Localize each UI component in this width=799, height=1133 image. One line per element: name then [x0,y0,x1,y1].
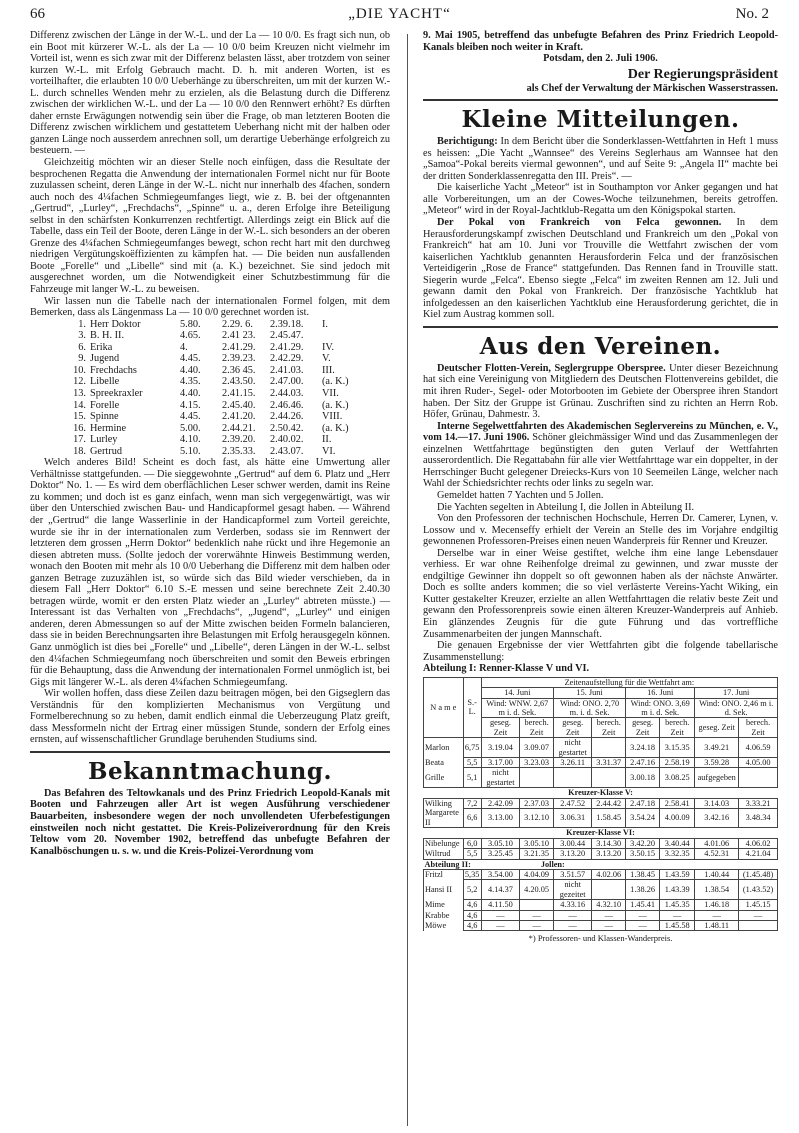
ranking-c: 2.42.29. [270,353,304,365]
table-cell: — [739,910,778,920]
ranking-b: 2.45.40. [222,399,256,411]
table-cell: 3.25.45 [481,849,519,859]
table-cell: 1.46.18 [695,900,739,910]
ranking-b: 2.43.50. [222,376,256,388]
table-cell: aufgegeben [695,768,739,788]
sub-header: geseg. Zeit [554,718,592,738]
table-cell: — [626,920,660,930]
ranking-k: VIII. [322,411,343,423]
ranking-c: 2.39.18. [270,318,304,330]
table-cell: 4.21.04 [739,849,778,859]
table-row [424,900,778,910]
ranking-item [70,446,390,458]
table-cell: 4.02.06 [592,869,626,879]
table-overhead: Zeitenaufstellung für die Wettfahrt am: [481,677,777,687]
ranking-k: (a. K.) [322,399,349,411]
ranking-a: 4.40. [180,364,201,376]
section-rule [423,326,778,328]
ranking-n: 13. [73,387,86,399]
table-section-row [424,828,778,838]
table-row [424,757,778,767]
section-rule [423,99,778,101]
ranking-n: 14. [73,399,86,411]
boat-name-cell: Nibelunge [424,838,464,848]
table-row [424,838,778,848]
table-cell: — [660,910,695,920]
table-cell: 1.38.54 [695,880,739,900]
boat-name-cell: Mime [424,900,464,910]
ranking-n: 18. [73,445,86,457]
table-cell: 3.54.00 [481,869,519,879]
results-body [424,738,778,931]
table-cell: 1.45.35 [660,900,695,910]
ranking-name: Spreekraxler [90,387,143,399]
ranking-n: 1. [78,318,86,330]
table-cell: 7,2 [463,798,481,808]
ranking-n: 15. [73,411,86,423]
pokal-paragraph [423,217,778,321]
table-cell: 4.20.05 [520,880,554,900]
table-cell [739,768,778,788]
table-cell: 3.21.35 [520,849,554,859]
ranking-a: 4.65. [180,330,201,342]
ranking-a: 4.40. [180,387,201,399]
ranking-item [70,342,390,354]
ranking-name: Erika [90,341,113,353]
bekanntmachung-continuation: 9. Mai 1905, betreffend das unbefugte Befahren des Prinz Friedrich Leopold-Kanals bleiben noch weiter in Kraft. [423,30,778,53]
ranking-name: Frechdachs [90,364,137,376]
table-cell [739,920,778,930]
table-cell: 3.31.37 [592,757,626,767]
bekanntmachung-title: Bekanntmachung. [88,757,332,785]
table-cell: 2.58.19 [660,757,695,767]
table-section-row [424,788,778,798]
table-cell: 3.50.15 [626,849,660,859]
table-cell: 1.48.11 [695,920,739,930]
ranking-b: 2.36 45. [222,364,256,376]
ranking-name: B. H. II. [90,330,125,342]
berichtigung-label: Berichtigung: [437,136,498,148]
table-cell: 5,35 [464,869,480,879]
table-cell: 6,75 [463,738,481,758]
day-header: 16. Juni [626,688,695,698]
table-cell: 4.01.06 [695,838,739,848]
ranking-k: V. [322,353,331,365]
table-cell [592,880,626,900]
table-cell: 2.47.52 [554,798,592,808]
akad-paragraph: Die genauen Ergebnisse der vier Wettfahrten gibt die folgende tabellarische Zusammenstellung: [423,640,778,663]
table-cell: 4.05.00 [739,757,778,767]
table-cell: 1.40.44 [695,869,739,879]
table-cell: 4.06.59 [739,738,778,758]
ranking-name: Lurley [90,434,118,446]
ranking-name: Herr Doktor [90,318,141,330]
table-cell: 1.58.45 [592,808,626,827]
ranking-c: 2.41.29. [270,341,304,353]
table-cell: 3.13.20 [592,849,626,859]
ranking-k: (a. K.) [322,422,349,434]
ranking-k: II. [322,434,332,446]
table-caption: Abteilung I: Renner-Klasse V und VI. [423,663,590,675]
table-cell: 3.59.28 [695,757,739,767]
day-header: 17. Juni [695,688,778,698]
ranking-b: 2.35.33. [222,445,256,457]
ranking-name: Jugend [90,353,120,365]
table-cell: 3.05.10 [520,838,554,848]
sub-header: berech. Zeit [520,718,554,738]
table-cell: 3.48.34 [739,808,778,827]
ranking-name: Hermine [90,422,127,434]
ranking-c: 2.44.26. [270,411,304,423]
table-cell: 3.33.21 [739,798,778,808]
signature-subtitle: als Chef der Verwaltung der Märkischen Wasserstrassen. [526,82,778,94]
ranking-name: Forelle [90,399,120,411]
ranking-b: 2.44.21. [222,422,256,434]
ranking-a: 4.45. [180,411,201,423]
table-cell: 1.45.58 [660,920,695,930]
table-cell: 3.14.30 [592,838,626,848]
akad-paragraph: Von den Professoren der technischen Hochschule, Herren Dr. Camerer, Lynen, v. Lossow und v. Mecenseffy erhielt der Verein an Stelle des im Vorjahre endgiltig gewonnenen Professoren-Preises einen neuen Wanderpreis für Renner und Kreuzer. [423,513,778,548]
article-paragraph: Differenz zwischen der Länge in der W.-L. und der La — 10 0/0. Es fragt sich nun, ob ein Boot mit kürzerer W.-L. als der La — 10 0/0 beim Kreuzen nicht vielmehr im Vorteil ist, wenn es sich zwar mit der Differenz belasten lässt, aber trotzdem von seiner kurzen W.-L. mit Erfolg Gebrauch macht. D. h. mit anderen Worten, ist es vorteilhafter, die erlaubten 10 0/0 Ueberhänge zu überschreiten, um mit der kurzen W.-L. durch schnelles Wenden mehr zu erzielen, als die Belastung durch die Differenz zwischen der wirklichen W.-L. und der La — 10 0/0 den Rennwert erhöht? Es dürften daher ernste Erwägungen notwendig sein über die Frage, ob man letzteren Booten die Differenz zwischen wirklichem und gestattetem Ueberhang nicht mit der halben oder ganzen Länge noch ausserdem anrechnen soll, um derartige Ueberhänge erfolgreich zu besteuern. — [30,30,390,157]
ranking-b: 2.41.29. [222,341,256,353]
table-cell: 2.58.41 [660,798,695,808]
boat-name-cell: Beata [424,757,464,767]
ranking-b: 2.41 23. [222,330,256,342]
table-cell: 5,1 [463,768,481,788]
signature-title: Der Regierungspräsident [627,66,778,82]
sub-header: berech. Zeit [660,718,695,738]
table-row [424,768,778,788]
table-section-row [424,859,778,869]
ranking-c: 2.47.00. [270,376,304,388]
table-cell: 2.37.03 [520,798,554,808]
table-footnote: *) Professoren- und Klassen-Wanderpreis. [528,933,673,944]
table-cell: 3.54.24 [626,808,660,827]
table-cell: 3.05.10 [481,838,519,848]
table-cell: 1.45.15 [739,900,778,910]
aus-den-vereinen-title: Aus den Vereinen. [479,332,722,360]
ranking-k: (a. K.) [322,376,349,388]
column-divider [407,34,408,1126]
ranking-c: 2.41.03. [270,364,304,376]
table-cell: 4,6 [463,900,481,910]
table-cell: 3.13.20 [554,849,592,859]
table-cell: — [695,910,739,920]
table-cell: 4.04.09 [520,869,554,879]
meteor-paragraph: Die kaiserliche Yacht „Meteor“ ist in Southampton vor Anker gegangen und hat alle Vorbereitungen, um an der Cowes-Woche teilzunehmen, bereits getroffen. „Meteor“ wird in der Royal-Jachtklub-Regatta um den Königspokal starten. [423,182,778,217]
table-row [424,880,778,900]
bekanntmachung-date: Potsdam, den 2. Juli 1906. [543,53,658,65]
ranking-c: 2.45.47. [270,330,304,342]
table-row [424,798,778,808]
ranking-c: 2.40.02. [270,434,304,446]
boat-name-cell: Wilking [424,798,464,808]
table-row [424,738,778,758]
table-cell: 2.44.42 [592,798,626,808]
ranking-c: 2.50.42. [270,422,304,434]
table-cell: 4.52.31 [695,849,739,859]
ranking-n: 12. [73,376,86,388]
flotten-label: Deutscher Flotten-Verein, Seglergruppe Oberspree. [437,362,666,374]
sub-header: geseg. Zeit [626,718,660,738]
ranking-k: I. [322,318,329,330]
table-row [424,920,778,930]
akad-paragraph: Gemeldet hatten 7 Yachten und 5 Jollen. [437,489,604,501]
ranking-name: Gertrud [90,445,123,457]
table-cell: — [481,920,519,930]
pokal-label: Der Pokal von Frankreich von Felca gewonnen. [437,217,722,229]
ranking-n: 6. [78,341,86,353]
table-cell: 3.40.44 [660,838,695,848]
ranking-c: 2.44.03. [270,387,304,399]
table-cell: 1.38.45 [626,869,660,879]
ranking-b: 2.39.20. [222,434,256,446]
table-cell: 5,5 [463,849,481,859]
table-cell: 5,2 [463,880,481,900]
table-row [424,869,778,879]
ranking-k: VII. [322,387,339,399]
ranking-b: 2.41.15. [222,387,256,399]
table-cell: 4.11.50 [481,900,519,910]
berichtigung-text: In dem Bericht über die Sonderklassen-Wettfahrten in Heft 1 muss es heissen: „Die Yacht „Wannsee“ des Vereins Seglerhaus am Wannsee hat den „Samoa“-Pokal bereits viermal gewonnen“, und auf Seite 9: „Angela II“ machte bei der dritten Sonderklassenregatta den III. Preis“. — [423,136,778,182]
table-cell: 3.42.20 [626,838,660,848]
table-cell: — [481,910,519,920]
table-cell [554,768,592,788]
ranking-c: 2.43.07. [270,445,304,457]
table-cell: 3.14.03 [695,798,739,808]
table-cell [520,768,554,788]
ranking-item [70,400,390,412]
table-row [424,849,778,859]
table-cell: 6,6 [463,808,481,827]
day-header: 14. Juni [481,688,553,698]
ranking-item [70,388,390,400]
section-rule [30,751,390,753]
table-cell: 3.23.03 [520,757,554,767]
ranking-item [70,376,390,388]
table-cell: 2.47.18 [626,798,660,808]
table-cell: 3.19.04 [481,738,519,758]
ranking-k: IV. [322,341,335,353]
table-cell: 3.51.57 [554,869,592,879]
ranking-k [322,330,362,342]
issue-number: No. 2 [735,6,769,22]
wind-header: Wind: WNW. 2,67 m i. d. Sek. [481,698,553,718]
table-cell: 3.42.16 [695,808,739,827]
table-cell: — [626,910,660,920]
table-cell: — [520,910,554,920]
article-paragraph: Wir wollen hoffen, dass diese Zeilen dazu beitragen mögen, bei den Gigseglern das Verständnis für den komplizierten Mechanismus von Vergütung und Formelberechnung so zu heben, damit endlich einmal die Ueberzeugung Platz greift, dass Messformeln nicht der Ertrag einer müssigen Stunde, sondern der Erfolg eines ernsten, auf wissenschaftlicher Grundlage beruhenden Studiums sind. [30,688,390,746]
table-cell: 4,6 [463,910,481,920]
bekanntmachung-text: Das Befahren des Teltowkanals und des Prinz Friedrich Leopold-Kanals mit Booten und Fahrzeugen aller Art ist wegen Ausführung verschiedener Bauarbeiten, insbesondere wegen der noch unvollendeten Uferbefestigungen einstweilen noch nicht gestattet. Die Kreis-Polizeiverordnung für den Kreis Teltow vom 20. November 1902, betreffend das unbefugte Befahren der Kanalböschungen u. s. w. und die Kreis-Polizei-Verordnung vom [30,787,390,857]
table-cell: 3.32.35 [660,849,695,859]
ranking-b: 2.39.23. [222,353,256,365]
pokal-text: In dem Herausforderungskampf zwischen Deutschland und Frankreich um den „Pokal von Frankreich“ hat am 10. Juni vor Trouville die Wettfahrt zwischen der vom kaiserlichen Yachtklub genannten Herausforderin Felca und der französischen Verteidigerin „Rose de France“ stattgefunden. Das Rennen fand in Trouville statt. Siegerin wurde „Felca“. Ebenso siegte „Felca“ im zweiten Rennen am 12. Juli und gewann damit den Pokal von Frankreich. Der französische Yachtklub hat infolgedessen an den kaiserlichen Yachtklub eine Herausforderung gerichtet, die in Kiel zum Austrag kommen soll. [423,217,778,321]
article-paragraph: Gleichzeitig möchten wir an dieser Stelle noch einfügen, dass die Resultate der besprochenen Regatta die Anwendung der internationalen Formel nicht nur für Boote zuzulassen scheint, deren Länge in der W.-L. nicht nur innerhalb des 4fachen, sondern auch noch des 4¼fachen Schmiegeumfanges liegt, wie z. B. bei der oftgenannten „Gertrud“, „Lurley“, „Frechdachs“, „Spinne“ u. a., deren Erfolge ihre Beteiligung selbst in den schärfsten Konkurrenzen rechtfertigt. Allerdings zeigt ein Blick auf die Tabelle, dass ein Teil der Boote, deren Länge in der W.-L. sich besonders an der oberen Grenze des 4¼fachen Schmiegeumfanges bewegt, schon recht hart mit den durchweg niedrigen Vergütungskoëffizienten zu kämpfen hat. — Die beiden nun ausfallenden Boote „Forelle“ und „Libelle“ sind mit (a. K.) bezeichnet. Sie sind jedoch mit ausgerechnet worden, um die Notwendigkeit einer Schutzbestimmung für die Fahrzeuge mit langer W.-L. zu beweisen. [30,157,390,296]
table-cell [592,738,626,758]
ranking-k: VI. [322,445,336,457]
ranking-name: Spinne [90,411,119,423]
akad-paragraph: Die Yachten segelten in Abteilung I, die Jollen in Abteilung II. [437,501,695,513]
page-number: 66 [30,6,45,22]
table-cell: 3.13.00 [481,808,519,827]
ranking-b: 2.29. 6. [222,318,253,330]
ranking-a: 5.00. [180,422,201,434]
ranking-item [70,434,390,446]
table-cell: 1.43.39 [660,880,695,900]
table-cell [592,768,626,788]
akad-paragraph: Derselbe war in einer Weise gestiftet, welche ihm eine lange Lebensdauer verhiess. Er war ohne Reihenfolge dreimal zu gewinnen, und zwar musste der endgiltige Gewinner ihn doppelt so oft gewonnen haben als der nächste Anwärter. Doch es sollte anders kommen; die so viel verlästerte Vereins-Yacht Wiking, ein Kutter gestakelter Kreuzer, erzielte an allen Wettfahrttagen die relativ beste Zeit und gewann den Professorenpreis sowie einen älteren Kreuzer-Wanderpreis auf Anhieb. Ein glänzendes Zeugnis für die gute Führung und das vortreffliche Zusammenarbeiten der jungen Mannschaft. [423,547,778,640]
boat-name-cell: Möwe [424,920,464,930]
table-cell: 4.32.10 [592,900,626,910]
boat-name-cell: Grille [424,768,464,788]
table-section-sublabel: Jollen: [540,859,565,869]
table-cell: 5,5 [463,757,481,767]
ranking-item [70,319,390,331]
wind-header: Wind: ONO. 2,46 m i. d. Sek. [695,698,778,718]
day-header: 15. Juni [554,688,626,698]
akad-label: Interne Segelwettfahrten des Akademischen Seglervereins zu München, e. V., vom 14.—17. Juni 1906. [423,420,778,444]
table-cell: 3.00.18 [626,768,660,788]
flotten-paragraph [423,363,778,421]
table-cell: 3.06.31 [554,808,592,827]
ranking-a: 4.10. [180,434,201,446]
wind-header: Wind: ONO. 2,70 m. i. d. Sek. [554,698,626,718]
ranking-n: 10. [73,364,86,376]
ranking-b: 2.41.20. [222,411,256,423]
ranking-a: 5.80. [180,318,201,330]
table-cell: 2.42.09 [481,798,519,808]
table-cell: — [592,910,626,920]
kleine-mitteilungen-title: Kleine Mitteilungen. [461,106,740,134]
ranking-item [70,423,390,435]
table-cell: nicht gestartet [481,768,519,788]
ranking-n: 3. [78,330,86,342]
boat-name-cell: Hansi II [424,880,464,900]
table-cell: 3.12.10 [520,808,554,827]
table-cell: nicht gezeitet [554,880,592,900]
table-cell: — [554,920,592,930]
boat-name-cell: Margarete II [424,808,464,827]
wind-header: Wind: ONO. 3,69 m i. d. Sek. [626,698,695,718]
table-cell: 1.45.41 [626,900,660,910]
ranking-item [70,330,390,342]
table-cell: 4.06.02 [739,838,778,848]
table-cell: (1.45.48) [739,869,778,879]
table-cell: 4.14.37 [481,880,519,900]
table-cell: 4.00.09 [660,808,695,827]
name-header: N a m e [424,677,464,737]
table-cell: 4,6 [463,920,481,930]
table-cell: 3.15.35 [660,738,695,758]
table-cell [520,900,554,910]
ranking-n: 17. [73,434,86,446]
sub-header: berech. Zeit [592,718,626,738]
table-cell: 3.26.11 [554,757,592,767]
table-section-label: Kreuzer-Klasse V: [424,788,778,798]
ranking-a: 4.15. [180,399,201,411]
table-row [424,910,778,920]
page-header [30,6,769,26]
boat-name-cell: Wiltrud [424,849,464,859]
berichtigung-paragraph [423,136,778,182]
table-cell: 4.33.16 [554,900,592,910]
flotten-text: Unter dieser Bezeichnung hat sich eine Vereinigung von Mitgliedern des Deutschen Flottenvereins gebildet, die mit ihren Ruder-, Segel- oder Motorbooten im Gebiete der Oberspree ihren Standort haben. Der Sitz der Gruppe ist Grünau. Zuschriften sind zu richten an Herrn Rob. Höfer, Grünau, Dahmestr. 3. [423,362,778,421]
table-cell: 6,0 [463,838,481,848]
ranking-name: Libelle [90,376,120,388]
sub-header: geseg. Zeit [481,718,519,738]
table-cell: 1.43.59 [660,869,695,879]
magazine-title: „DIE YACHT“ [348,6,451,22]
ranking-k: III. [322,364,335,376]
results-table [423,677,778,932]
table-cell: 3.24.18 [626,738,660,758]
table-cell: 2.47.16 [626,757,660,767]
ranking-item [70,365,390,377]
ranking-a: 4.45. [180,353,201,365]
boat-name-cell: Fritzl [424,869,464,879]
table-cell: 3.00.44 [554,838,592,848]
ranking-a: 4. [180,341,188,353]
right-column [423,30,778,945]
ranking-c: 2.46.46. [270,399,304,411]
table-section-label: Kreuzer-Klasse VI: [424,828,778,838]
ranking-list [70,319,390,458]
article-paragraph: Welch anderes Bild! Scheint es doch fast, als hätte eine Umwertung aller Verhältnisse stattgefunden. — Die sieggewohnte „Gertrud“ auf dem 6. Platz und „Herr Doktor“ No. 1. — Es wird dem oberflächlichen Leser schwer werden, damit ins Reine zu kommen; und doch ist es ganz einfach, wenn man sich vergegenwärtigt, was wir über den Unterschied zwischen Bau- und Handicapformel gesagt haben. — Während der „Gertrud“ die lange Wasserlinie in der Handicapformel zum Vorteil gereichte, wurde sie ihr in der internationalen zum Verderben, sodass sie im Rennwert der letzteren dem grossen „Herrn Doktor“ bedenklich nahe rückt und ihre Hegemonie an diesen abtreten muss. (Sollte jedoch der vorerwähnte Hinweis Bestimmung werden, wonach den Booten mit mehr als 10 0/0 Ueberhang die Differenz mit dem halben oder ganzen Betrage zuzuzählen ist, so würde sich das Bild wieder verschieben, da in diesem Fall „Herr Doktor“ 6.10 S.-E messen und seine berechnete Zeit 2.40.30 betragen würde, womit er den ersten Platz wieder an „Lurley“ abtreten müsste.) — Interessant ist das Verhalten von „Frechdachs“, „Jugend“, „Lurley“ und einigen anderen, deren Abmessungen so auf der Mitte zwischen beiden Formeln balancieren, dass sie in beiden Berechnungsarten ihre Belastungen mit Erfolg herausgegeln können. Ganz unmöglich ist dies bei „Forelle“ und „Libelle“, deren Längen in der W.-L. selbst den 4¼fachen Schmiegeumfang noch überschreiten und somit den Beweis erbringen für die Behauptung, dass die Anwendung der internationalen Formel unmöglich ist, bei Gigs mit längerer W.-L. als deren 4¼fachen Schmiegeumfang. [30,457,390,688]
ranking-a: 5.10. [180,445,201,457]
ranking-n: 16. [73,422,86,434]
sub-header: geseg. Zeit [695,718,739,738]
table-cell: 3.08.25 [660,768,695,788]
sub-header: berech. Zeit [739,718,778,738]
table-cell: (1.43.52) [739,880,778,900]
ranking-n: 9. [78,353,86,365]
table-cell: — [520,920,554,930]
ranking-a: 4.35. [180,376,201,388]
table-cell: 3.17.00 [481,757,519,767]
sl-header: S.-L. [463,677,481,737]
boat-name-cell: Marlon [424,738,464,758]
ranking-item [70,411,390,423]
akad-text: Schöner gleichmässiger Wind und das Zusammenlegen der einzelnen Wettfahrttage begünstigten den guten Verlauf der Wettfahrten ausserordentlich. Die Regattabahn für alle vier Wettfahrttage war ein doppelter, in der Herrschinger Bucht gelegener Dreiecks-Kurs von 10 Seemeilen Länge, welcher nach Wahl der Schiedsrichter rechts oder links zu segeln war. [423,432,778,490]
ranking-item [70,353,390,365]
table-row [424,808,778,827]
table-cell: — [554,910,592,920]
table-cell: 3.09.07 [520,738,554,758]
boat-name-cell: Krabbe [424,910,464,920]
table-section-label: Abteilung II: [424,859,471,869]
table-cell: nicht gestartet [554,738,592,758]
akad-paragraph [423,421,778,490]
table-cell: 1.38.26 [626,880,660,900]
table-cell: 3.49.21 [695,738,739,758]
left-column [30,30,390,857]
table-cell: — [592,920,626,930]
article-paragraph: Wir lassen nun die Tabelle nach der internationalen Formel folgen, mit dem Bemerken, dass als Längenmass La — 10 0/0 gerechnet worden ist. [30,295,390,319]
